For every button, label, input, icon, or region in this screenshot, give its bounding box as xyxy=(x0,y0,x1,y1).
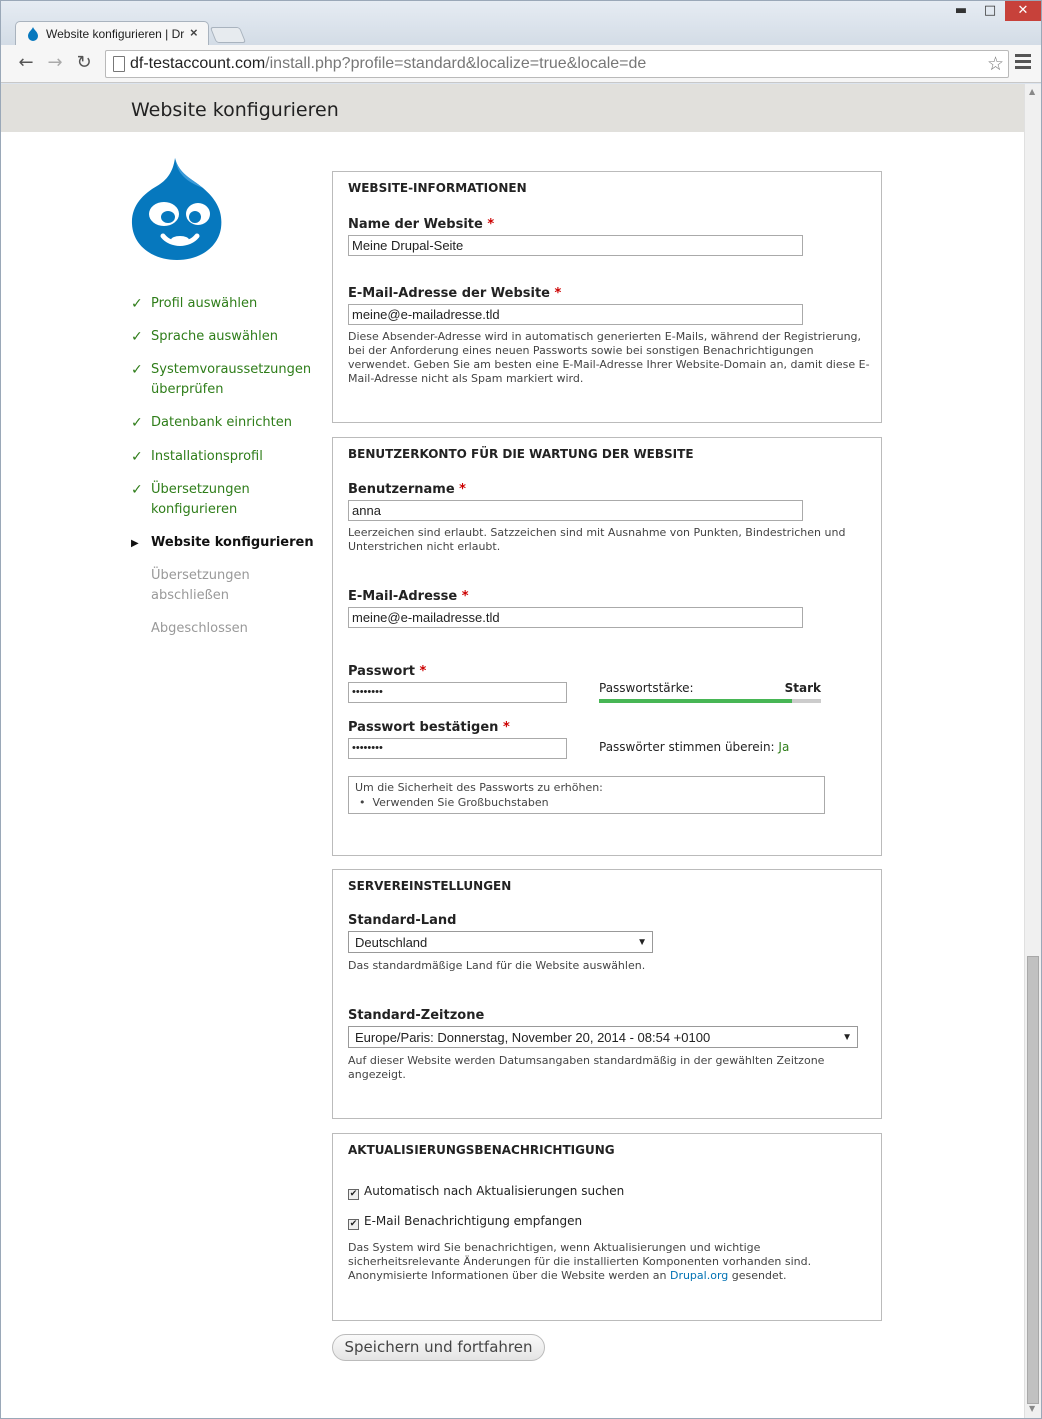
install-step-label: Systemvoraussetzungen überprüfen xyxy=(151,362,312,397)
new-tab-button[interactable] xyxy=(210,27,246,43)
fieldset-account xyxy=(332,437,882,856)
updates-description: Das System wird Sie benachrichtigen, wenn Aktualisierungen und wichtige sicherheitsrelevante Änderungen für die installierten Komponenten vorhanden sind. Anonymisierte Informationen über die Website werden an Drupal.org gesendet. xyxy=(348,1241,812,1282)
chevron-down-icon: ▼ xyxy=(842,1032,852,1043)
updates-legend: AKTUALISIERUNGSBENACHRICHTIGUNG xyxy=(348,1143,615,1157)
country-select[interactable] xyxy=(348,931,653,953)
install-step-1 xyxy=(131,294,321,314)
window-close-button[interactable]: ✕ xyxy=(1005,1,1041,21)
install-step-label: Sprache auswählen xyxy=(151,329,278,344)
fieldset-site-info xyxy=(332,171,882,423)
password-strength-bar xyxy=(599,699,792,703)
page-header xyxy=(1,84,1024,132)
auto-update-check-row[interactable] xyxy=(348,1184,624,1200)
password-strength xyxy=(599,681,821,695)
password-strength-value: Stark xyxy=(784,681,821,695)
email-notify-label: E-Mail Benachrichtigung empfangen xyxy=(364,1214,583,1228)
password-label: Passwort * xyxy=(348,664,427,679)
site-name-label: Name der Website * xyxy=(348,217,495,232)
install-step-5 xyxy=(131,447,321,467)
password-confirm-input[interactable]: •••••••• xyxy=(348,738,567,759)
install-step-label: Datenbank einrichten xyxy=(151,415,292,430)
install-step-3 xyxy=(131,360,321,400)
server-legend: SERVEREINSTELLUNGEN xyxy=(348,879,512,893)
browser-tab[interactable] xyxy=(15,21,209,46)
chevron-down-icon: ▼ xyxy=(637,937,647,948)
password-strength-label: Passwortstärke: xyxy=(599,681,694,695)
site-info-legend: WEBSITE-INFORMATIONEN xyxy=(348,181,527,195)
site-name-input[interactable]: Meine Drupal-Seite xyxy=(348,235,803,256)
install-step-6 xyxy=(131,480,321,520)
install-step-label: Abgeschlossen xyxy=(151,621,248,636)
page-icon xyxy=(113,56,125,72)
scrollbar[interactable] xyxy=(1024,84,1041,1418)
arrow-right-icon: ▶ xyxy=(131,538,139,549)
save-and-continue-button[interactable]: Speichern und fortfahren xyxy=(332,1334,545,1361)
install-step-4 xyxy=(131,413,321,433)
browser-menu-icon[interactable] xyxy=(1015,54,1031,74)
password-suggestions xyxy=(348,776,825,814)
timezone-label: Standard-Zeitzone xyxy=(348,1008,485,1023)
checkmark-icon: ✓ xyxy=(131,482,143,498)
checkmark-icon: ✓ xyxy=(131,415,143,431)
password-match-value: Ja xyxy=(778,740,790,754)
fieldset-server xyxy=(332,869,882,1119)
password-input[interactable]: •••••••• xyxy=(348,682,567,703)
scrollbar-thumb[interactable] xyxy=(1027,956,1039,1404)
back-arrow-icon[interactable]: ← xyxy=(18,52,34,73)
account-email-input[interactable]: meine@e-mailadresse.tld xyxy=(348,607,803,628)
checkmark-icon: ✓ xyxy=(131,449,143,465)
password-confirm-label: Passwort bestätigen * xyxy=(348,720,510,735)
username-description: Leerzeichen sind erlaubt. Satzzeichen sind mit Ausnahme von Punkten, Bindestrichen und Unterstrichen nicht erlaubt. xyxy=(348,526,846,553)
timezone-select[interactable] xyxy=(348,1026,858,1048)
install-step-8 xyxy=(151,566,321,606)
install-step-label: Installationsprofil xyxy=(151,449,263,464)
username-label: Benutzername * xyxy=(348,482,466,497)
page-title: Website konfigurieren xyxy=(131,99,339,121)
checkmark-icon: ✓ xyxy=(131,362,143,378)
country-description: Das standardmäßige Land für die Website auswählen. xyxy=(348,959,646,972)
window-maximize-button[interactable]: □ xyxy=(983,3,997,18)
fieldset-updates xyxy=(332,1133,882,1321)
site-email-description: Diese Absender-Adresse wird in automatisch generierten E-Mails, während der Registrierung, bei der Anforderung eines neuen Passworts sowie bei sonstigen Benachrichtigungen verwendet. Geben Sie am besten eine E-Mail-Adresse Ihrer Website-Domain an, damit diese E-Mail-Adresse nicht als Spam markiert wird. xyxy=(348,330,870,385)
country-label: Standard-Land xyxy=(348,913,457,928)
install-step-2 xyxy=(131,327,321,347)
email-notify-check-row[interactable] xyxy=(348,1214,582,1230)
account-legend: BENUTZERKONTO FÜR DIE WARTUNG DER WEBSITE xyxy=(348,447,694,461)
address-bar[interactable] xyxy=(105,50,1009,78)
drupal-org-link[interactable]: Drupal.org xyxy=(669,1269,729,1282)
password-match-label: Passwörter stimmen überein: xyxy=(599,740,775,754)
scroll-up-icon[interactable]: ▲ xyxy=(1029,87,1036,96)
username-input[interactable]: anna xyxy=(348,500,803,521)
account-email-label: E-Mail-Adresse * xyxy=(348,589,469,604)
url-text xyxy=(130,55,646,73)
url-path: /install.php?profile=standard&localize=true&locale=de xyxy=(265,55,647,72)
page-viewport xyxy=(1,84,1041,1418)
site-email-input[interactable]: meine@e-mailadresse.tld xyxy=(348,304,803,325)
reload-icon[interactable]: ↻ xyxy=(76,52,92,73)
auto-update-label: Automatisch nach Aktualisierungen suchen xyxy=(364,1184,625,1198)
install-step-label: Website konfigurieren xyxy=(151,535,314,550)
tab-strip xyxy=(1,1,1041,45)
password-match xyxy=(599,740,789,754)
auto-update-checkbox[interactable]: ✔ xyxy=(349,1189,358,1199)
install-step-label: Übersetzungen abschließen xyxy=(151,568,250,603)
install-step-label: Profil auswählen xyxy=(151,296,258,311)
browser-toolbar xyxy=(1,45,1041,83)
install-step-9 xyxy=(151,619,321,639)
drupal-favicon-icon xyxy=(26,27,40,41)
window-minimize-button[interactable]: ▬ xyxy=(954,3,968,18)
install-step-label: Übersetzungen konfigurieren xyxy=(151,482,250,517)
password-suggestion-item: • Verwenden Sie Großbuchstaben xyxy=(359,796,549,809)
drupal-logo-icon xyxy=(127,154,227,264)
install-step-7 xyxy=(131,533,321,553)
site-email-label: E-Mail-Adresse der Website * xyxy=(348,286,562,301)
checkmark-icon: ✓ xyxy=(131,296,143,312)
email-notify-checkbox[interactable]: ✔ xyxy=(349,1219,358,1229)
timezone-select-value: Europe/Paris: Donnerstag, November 20, 2014 - 08:54 +0100 xyxy=(355,1030,711,1045)
forward-arrow-icon[interactable]: → xyxy=(47,52,63,73)
checkmark-icon: ✓ xyxy=(131,329,143,345)
tab-close-icon[interactable]: × xyxy=(190,25,198,40)
bookmark-star-icon[interactable]: ☆ xyxy=(986,53,1004,75)
url-host: df-testaccount.com xyxy=(130,55,266,72)
password-suggestions-title: Um die Sicherheit des Passworts zu erhöhen: xyxy=(355,781,603,794)
country-select-value: Deutschland xyxy=(355,935,428,950)
password-strength-track xyxy=(599,699,821,703)
tab-title: Website konfigurieren | Dr xyxy=(46,27,185,41)
scroll-down-icon[interactable]: ▼ xyxy=(1029,1404,1036,1413)
timezone-description: Auf dieser Website werden Datumsangaben standardmäßig in der gewählten Zeitzone angezeigt. xyxy=(348,1054,825,1081)
